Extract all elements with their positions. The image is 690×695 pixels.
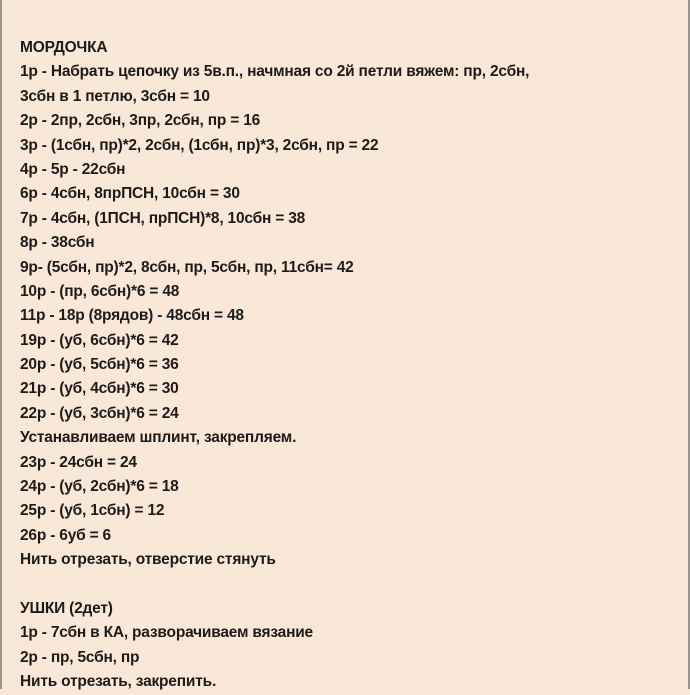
instruction-line: Нить отрезать, закрепить. bbox=[20, 673, 217, 691]
row-line: 11р - 18р (8рядов) - 48сбн = 48 bbox=[20, 307, 244, 325]
row-line: 2р - 2пр, 2сбн, 3пр, 2сбн, пр = 16 bbox=[20, 112, 261, 130]
row-line: 6р - 4сбн, 8прПСН, 10сбн = 30 bbox=[20, 185, 240, 203]
row-line: 1р - 7сбн в КА, разворачиваем вязание bbox=[20, 624, 313, 642]
row-line: 1р - Набрать цепочку из 5в.п., начмная со 2й петли вяжем: пр, 2сбн, bbox=[20, 63, 530, 81]
row-line: 3сбн в 1 петлю, 3сбн = 10 bbox=[20, 87, 210, 105]
row-line: 3р - (1сбн, пр)*2, 2сбн, (1сбн, пр)*3, 2сбн, пр = 22 bbox=[20, 136, 379, 154]
row-line: 19р - (уб, 6сбн)*6 = 42 bbox=[20, 331, 179, 349]
row-line: 8р - 38сбн bbox=[20, 234, 95, 252]
row-line: 21р - (уб, 4сбн)*6 = 30 bbox=[20, 380, 179, 398]
section-title-face: МОРДОЧКА bbox=[20, 39, 108, 56]
row-line: 10р - (пр, 6сбн)*6 = 48 bbox=[20, 282, 180, 300]
row-line: 23р - 24сбн = 24 bbox=[20, 453, 137, 471]
row-line: 7р - 4сбн, (1ПСН, прПСН)*8, 10сбн = 38 bbox=[20, 209, 306, 227]
section-title-ears: УШКИ (2дет) bbox=[20, 599, 113, 617]
instruction-line: Устанавливаем шплинт, закрепляем. bbox=[20, 429, 297, 447]
pattern-text bbox=[20, 36, 678, 695]
section-spacer bbox=[20, 573, 678, 597]
row-line: 9р- (5сбн, пр)*2, 8сбн, пр, 5сбн, пр, 11сбн= 42 bbox=[20, 258, 354, 276]
row-line: 2р - пр, 5сбн, пр bbox=[20, 648, 140, 666]
row-line: 22р - (уб, 3сбн)*6 = 24 bbox=[20, 404, 179, 422]
row-line: 25р - (уб, 1сбн) = 12 bbox=[20, 502, 165, 520]
row-line: 4р - 5р - 22сбн bbox=[20, 160, 126, 178]
row-line: 24р - (уб, 2сбн)*6 = 18 bbox=[20, 478, 179, 496]
row-line: 26р - 6уб = 6 bbox=[20, 526, 111, 544]
instruction-line: Нить отрезать, отверстие стянуть bbox=[20, 551, 276, 569]
row-line: 20р - (уб, 5сбн)*6 = 36 bbox=[20, 356, 179, 374]
